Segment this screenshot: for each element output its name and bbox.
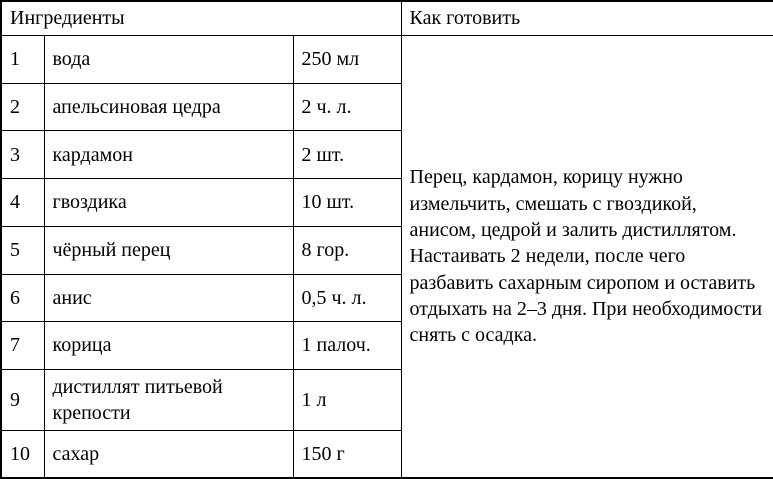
ingredient-quantity-cell: 8 гор. <box>293 226 401 274</box>
ingredient-name-cell: дистиллят питьевой крепости <box>44 370 293 431</box>
ingredient-name-cell: корица <box>44 322 293 370</box>
ingredient-number-cell: 2 <box>1 83 44 131</box>
ingredient-number-cell: 9 <box>1 370 44 431</box>
ingredient-name-cell: сахар <box>44 430 293 478</box>
ingredient-name-cell: гвоздика <box>44 179 293 227</box>
ingredients-header-cell: Ингредиенты <box>1 1 401 36</box>
ingredient-row <box>1 36 773 84</box>
ingredient-quantity-cell: 150 г <box>293 430 401 478</box>
ingredient-quantity-cell: 0,5 ч. л. <box>293 274 401 322</box>
ingredient-number-cell: 7 <box>1 322 44 370</box>
ingredient-name-cell: анис <box>44 274 293 322</box>
ingredient-name-cell: кардамон <box>44 131 293 179</box>
ingredient-quantity-cell: 2 ч. л. <box>293 83 401 131</box>
ingredient-number-cell: 4 <box>1 179 44 227</box>
ingredient-number-cell: 1 <box>1 36 44 84</box>
ingredient-name-cell: апельсиновая цедра <box>44 83 293 131</box>
ingredient-name-cell: вода <box>44 36 293 84</box>
instructions-cell: Перец, кардамон, корицу нужно измельчить, смешать с гвоздикой, анисом, цедрой и залить дистиллятом. Настаивать 2 недели, после чего разбавить сахарным сиропом и оставить отдыхать на 2–3 дня. При необходимости снять с осадка. <box>401 36 773 478</box>
ingredient-number-cell: 6 <box>1 274 44 322</box>
instructions-header-cell: Как готовить <box>401 1 773 36</box>
ingredient-number-cell: 10 <box>1 430 44 478</box>
ingredient-name-cell: чёрный перец <box>44 226 293 274</box>
ingredient-quantity-cell: 2 шт. <box>293 131 401 179</box>
ingredient-quantity-cell: 10 шт. <box>293 179 401 227</box>
table-header-row <box>1 1 773 36</box>
ingredient-number-cell: 5 <box>1 226 44 274</box>
ingredient-quantity-cell: 250 мл <box>293 36 401 84</box>
ingredient-quantity-cell: 1 палоч. <box>293 322 401 370</box>
ingredient-quantity-cell: 1 л <box>293 370 401 431</box>
ingredient-number-cell: 3 <box>1 131 44 179</box>
